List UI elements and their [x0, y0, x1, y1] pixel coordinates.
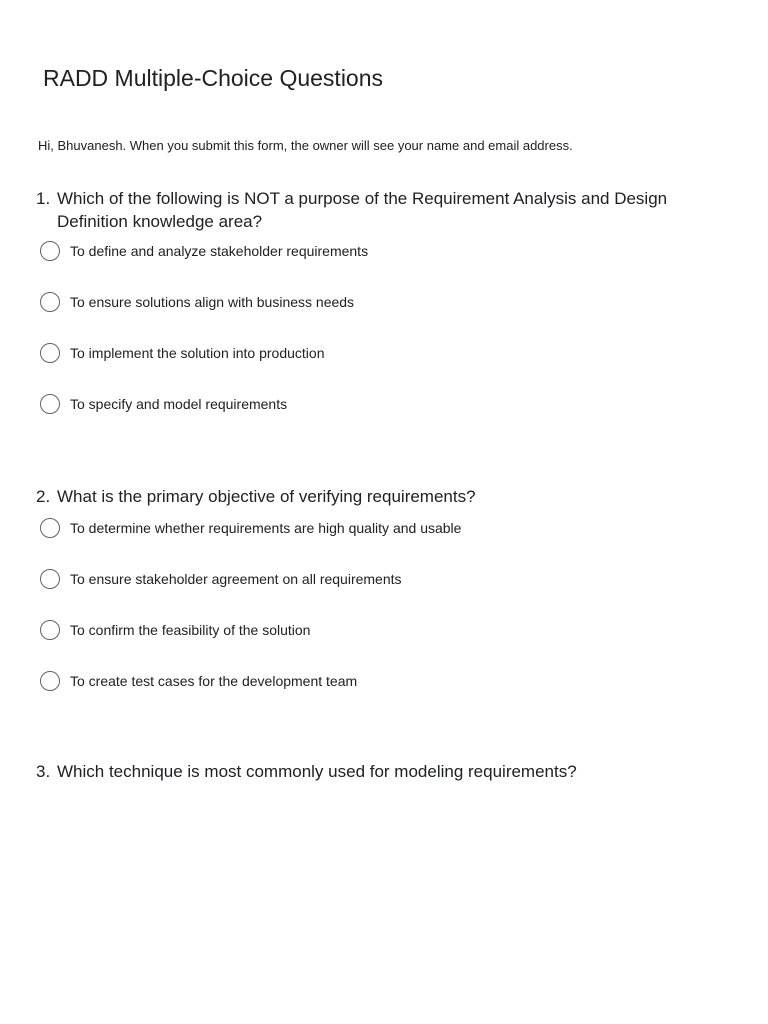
- question-2: [36, 485, 726, 722]
- radio-button[interactable]: [40, 671, 60, 691]
- answer-option-label[interactable]: To ensure stakeholder agreement on all requirements: [70, 571, 402, 587]
- question-2-options: [36, 518, 726, 722]
- question-text: What is the primary objective of verifying requirements?: [57, 487, 476, 506]
- answer-option[interactable]: [36, 241, 726, 292]
- question-3: [36, 760, 726, 783]
- question-1: [36, 187, 726, 445]
- answer-option[interactable]: [36, 569, 726, 620]
- question-number: 2.: [36, 487, 51, 506]
- form-title: RADD Multiple-Choice Questions: [43, 65, 384, 91]
- question-number: 3.: [36, 762, 51, 781]
- identity-notice: Hi, Bhuvanesh. When you submit this form, the owner will see your name and email address.: [38, 138, 573, 153]
- radio-button[interactable]: [40, 292, 60, 312]
- question-header: [36, 485, 726, 508]
- answer-option-label[interactable]: To create test cases for the development team: [70, 673, 358, 689]
- answer-option-label[interactable]: To determine whether requirements are high quality and usable: [70, 520, 462, 536]
- answer-option[interactable]: [36, 518, 726, 569]
- radio-button[interactable]: [40, 518, 60, 538]
- question-text: Which technique is most commonly used for modeling requirements?: [57, 762, 577, 781]
- radio-button[interactable]: [40, 394, 60, 414]
- answer-option[interactable]: [36, 343, 726, 394]
- question-header: [36, 760, 726, 783]
- answer-option-label[interactable]: To specify and model requirements: [70, 396, 288, 412]
- answer-option[interactable]: [36, 394, 726, 445]
- question-text: Which of the following is NOT a purpose of the Requirement Analysis and Design Definition knowledge area?: [57, 189, 668, 231]
- answer-option-label[interactable]: To ensure solutions align with business needs: [70, 294, 355, 310]
- question-1-options: [36, 241, 726, 445]
- question-number: 1.: [36, 189, 51, 208]
- answer-option[interactable]: [36, 292, 726, 343]
- question-header: [36, 187, 726, 233]
- answer-option-label[interactable]: To implement the solution into production: [70, 345, 325, 361]
- radio-button[interactable]: [40, 620, 60, 640]
- radio-button[interactable]: [40, 569, 60, 589]
- answer-option-label[interactable]: To confirm the feasibility of the solution: [70, 622, 311, 638]
- radio-button[interactable]: [40, 343, 60, 363]
- answer-option[interactable]: [36, 620, 726, 671]
- answer-option-label[interactable]: To define and analyze stakeholder requirements: [70, 243, 369, 259]
- radio-button[interactable]: [40, 241, 60, 261]
- answer-option[interactable]: [36, 671, 726, 722]
